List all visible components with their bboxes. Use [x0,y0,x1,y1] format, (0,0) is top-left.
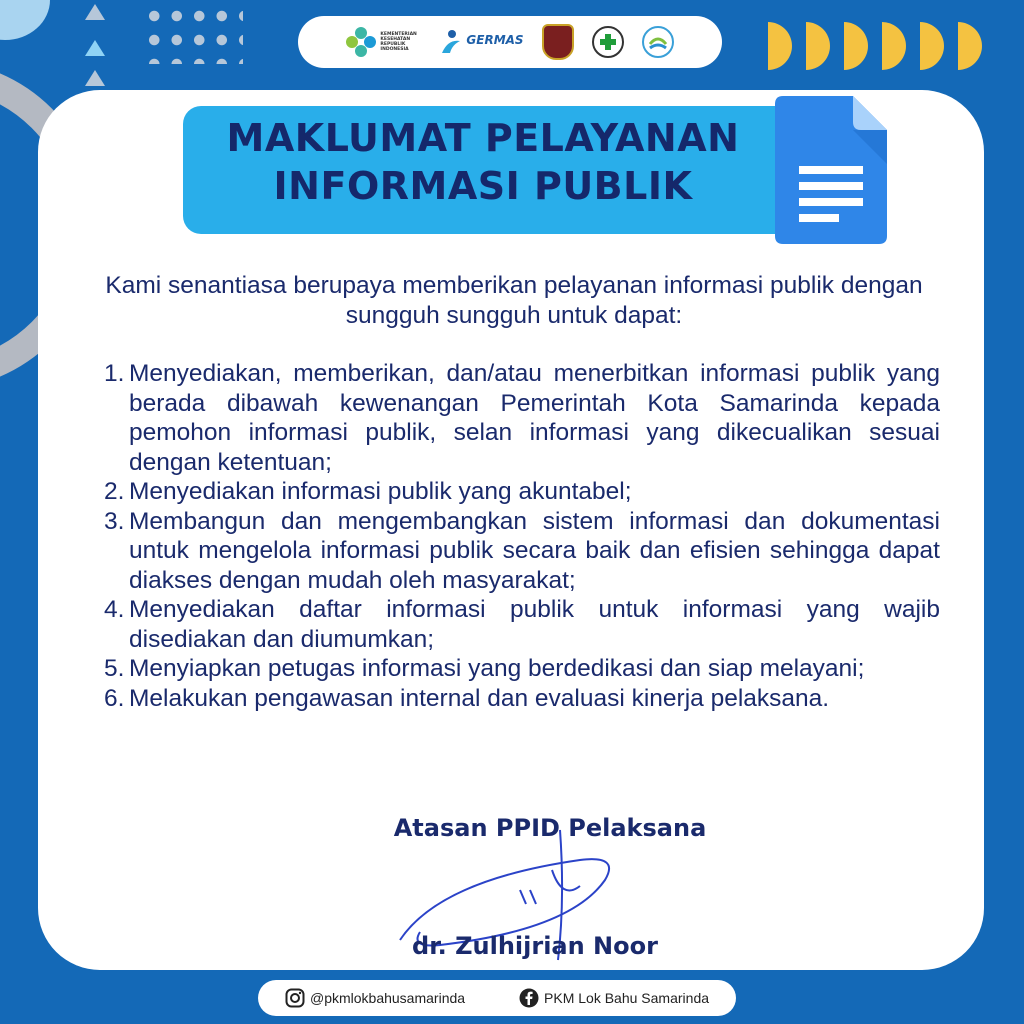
germas-icon [440,29,462,55]
page-title [183,114,783,210]
social-footer [258,980,736,1016]
title-line-1: MAKLUMAT PELAYANAN [226,116,740,160]
instagram-link[interactable] [285,988,465,1008]
lok-bahu-logo [642,26,674,58]
lok-bahu-icon [644,28,672,56]
title-line-2: INFORMASI PUBLIK [273,164,693,208]
half-circle-decoration [768,22,982,70]
list-item: 5. Menyiapkan petugas informasi yang berdedikasi dan siap melayani; [104,655,865,682]
signer-title: Atasan PPID Pelaksana [393,814,707,842]
kemenkes-logo-text: KEMENTERIAN KESEHATAN REPUBLIK INDONESIA [380,32,417,52]
puskesmas-logo [592,26,624,58]
triangle-decoration [85,40,105,56]
list-item: 6. Melakukan pengawasan internal dan evaluasi kinerja pelaksana. [104,684,830,712]
list-item: 3. Membangun dan mengembangkan sistem informasi dan dokumentasi untuk mengelola informasi publik secara baik dan efisien sehingga dapat diakses dengan mudah oleh masyarakat; [104,507,940,594]
facebook-page-name: PKM Lok Bahu Samarinda [544,990,710,1006]
intro-text: Kami senantiasa berupaya memberikan pelayanan informasi publik dengan sungguh sungguh untuk dapat: [105,272,923,329]
dot-grid-decoration [143,4,243,64]
instagram-handle: @pkmlokbahusamarinda [309,990,466,1006]
signer-name: dr. Zulhijrian Noor [412,932,658,960]
list-item: 4. Menyediakan daftar informasi publik untuk informasi yang wajib disediakan dan diumumkan; [104,596,940,653]
medical-cross-icon [599,33,617,51]
samarinda-seal-logo [542,24,574,60]
triangle-decoration [85,4,105,20]
germas-logo [440,29,523,55]
triangle-decoration [85,70,105,86]
instagram-icon [285,988,305,1008]
corner-blob-decoration [0,0,50,40]
commitment-list [104,359,940,713]
document-icon [775,96,887,244]
facebook-link[interactable] [519,988,709,1008]
kemenkes-logo [346,27,422,57]
kemenkes-icon [346,27,376,57]
list-item: 1. Menyediakan, memberikan, dan/atau menerbitkan informasi publik yang berada dibawah kewenangan Pemerintah Kota Samarinda kepada pemohon informasi publik, selan informasi yang dikecualikan sesuai dengan ketentuan; [104,360,940,476]
facebook-icon [519,988,539,1008]
germas-logo-text: GERMAS [466,33,524,47]
logo-bar [298,16,722,68]
list-item: 2. Menyediakan informasi publik yang akuntabel; [104,478,632,505]
